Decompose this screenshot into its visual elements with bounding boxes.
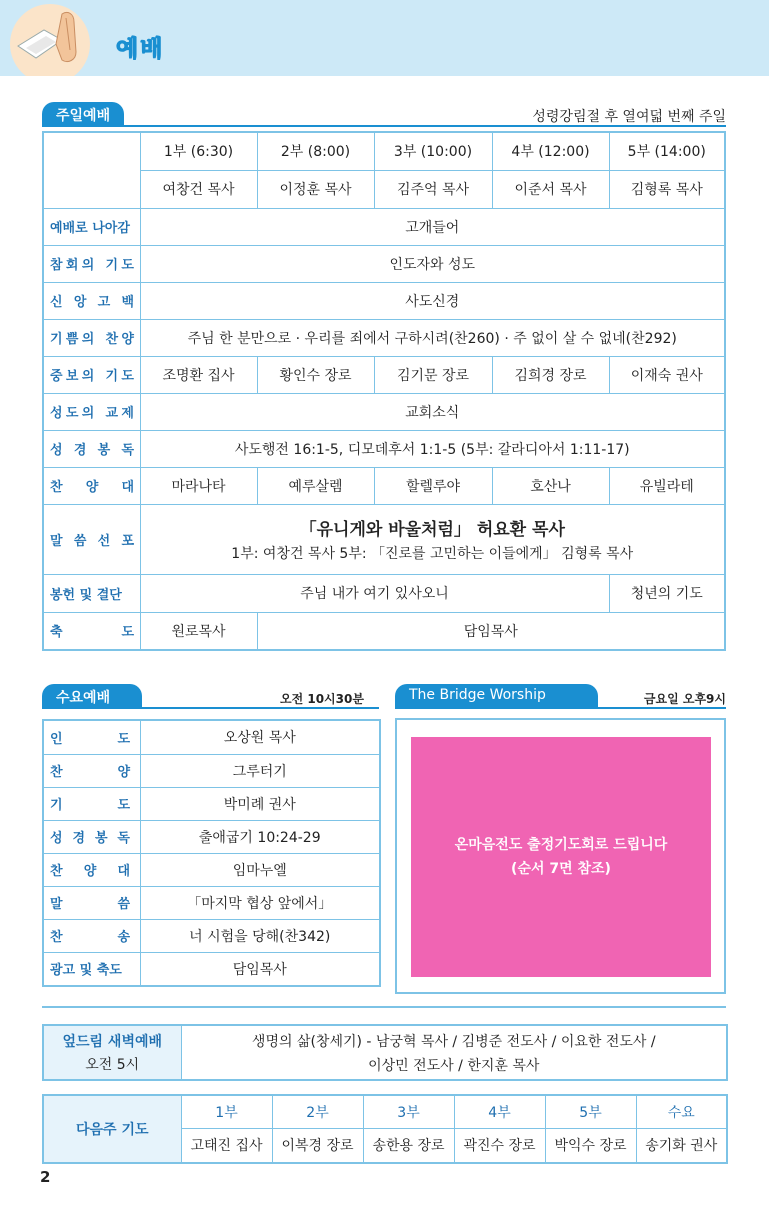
wed-label: 기 도 (43, 787, 140, 820)
service-time: 3부 (10:00) (374, 132, 492, 170)
wed-value: 「마지막 협상 앞에서」 (140, 886, 380, 919)
wed-value: 박미례 권사 (140, 787, 380, 820)
dawn-worship-table (42, 1024, 728, 1081)
bridge-notice (411, 737, 711, 977)
bridge-tab-line (395, 707, 726, 709)
next-week-name: 이복경 장로 (272, 1128, 363, 1163)
bridge-notice-line1: 온마음전도 출정기도회로 드립니다 (454, 837, 668, 853)
fellowship-label: 성 도 의 교 제 (43, 393, 140, 430)
wed-value: 너 시험을 당해(찬342) (140, 919, 380, 952)
wednesday-worship-tab: 수요예배 (42, 684, 142, 708)
confession-label: 참 회 의 기 도 (43, 245, 140, 282)
choir-name: 예루살렘 (257, 467, 374, 504)
bridge-notice-line2: (순서 7면 참조) (511, 861, 611, 877)
intercession-person: 김기문 장로 (374, 356, 492, 393)
sermon-cell (140, 504, 725, 574)
dawn-line1: 생명의 삶(창세기) - 남궁혁 목사 / 김병준 전도사 / 이요한 전도사 / (251, 1033, 656, 1050)
approach-label: 예배로 나아감 (43, 208, 140, 245)
fellowship-value: 교회소식 (140, 393, 725, 430)
service-time: 4부 (12:00) (492, 132, 609, 170)
wed-value: 담임목사 (140, 952, 380, 986)
sermon-title: 「유니게와 바울처럼」 허요환 목사 (299, 520, 565, 540)
intercession-person: 황인수 장로 (257, 356, 374, 393)
offering-label: 봉헌 및 결단 (43, 574, 140, 612)
benediction-value-2: 담임목사 (257, 612, 725, 650)
wed-value: 임마누엘 (140, 853, 380, 886)
wed-label: 인 도 (43, 720, 140, 754)
offering-value: 주님 내가 여기 있사오니 (140, 574, 609, 612)
choir-name: 유빌라테 (609, 467, 725, 504)
sermon-subtitle: 1부: 여창건 목사 5부: 「진로를 고민하는 이들에게」 김형록 목사 (231, 546, 634, 562)
bridge-time: 금요일 오후9시 (643, 692, 726, 706)
intercession-person: 조명환 집사 (140, 356, 257, 393)
wednesday-order-table (42, 719, 381, 987)
page-title: 예배 (116, 36, 165, 62)
hymn-label: 기 쁨 의 찬 양 (43, 319, 140, 356)
bridge-box (395, 718, 726, 994)
intercession-person: 이재숙 권사 (609, 356, 725, 393)
wed-value: 출애굽기 10:24-29 (140, 820, 380, 853)
service-pastor: 김주억 목사 (374, 170, 492, 208)
service-pastor: 이준서 목사 (492, 170, 609, 208)
choir-label: 찬 양 대 (43, 467, 140, 504)
next-week-header: 3부 (363, 1095, 454, 1128)
wed-label: 찬 송 (43, 919, 140, 952)
benediction-label: 축 도 (43, 612, 140, 650)
service-pastor: 여창건 목사 (140, 170, 257, 208)
next-week-name: 송기화 권사 (636, 1128, 727, 1163)
reading-label: 성 경 봉 독 (43, 430, 140, 467)
next-week-header: 2부 (272, 1095, 363, 1128)
reading-value: 사도행전 16:1-5, 디모데후서 1:1-5 (5부: 갈라디아서 1:11-17) (140, 430, 725, 467)
next-week-name: 박익수 장로 (545, 1128, 636, 1163)
wed-label: 성 경 봉 독 (43, 820, 140, 853)
dawn-content (181, 1025, 727, 1080)
wed-label: 광고 및 축도 (43, 952, 140, 986)
wed-label: 말 씀 (43, 886, 140, 919)
wed-label: 찬 양 (43, 754, 140, 787)
next-week-name: 고태진 집사 (181, 1128, 272, 1163)
next-week-header: 4부 (454, 1095, 545, 1128)
choir-name: 호산나 (492, 467, 609, 504)
approach-value: 고개들어 (140, 208, 725, 245)
next-week-header: 수요 (636, 1095, 727, 1128)
hymn-value: 주님 한 분만으로 · 우리를 죄에서 구하시려(찬260) · 주 없이 살 수 없네(찬292) (140, 319, 725, 356)
next-week-label: 다음주 기도 (43, 1095, 181, 1163)
wednesday-tab-line (42, 707, 379, 709)
service-time: 5부 (14:00) (609, 132, 725, 170)
intercession-person: 김희경 장로 (492, 356, 609, 393)
intercession-label: 중 보 의 기 도 (43, 356, 140, 393)
bridge-worship-tab: The Bridge Worship (395, 684, 598, 708)
next-week-name: 곽진수 장로 (454, 1128, 545, 1163)
dawn-label: 엎드림 새벽예배 (62, 1034, 163, 1050)
next-week-header: 1부 (181, 1095, 272, 1128)
next-week-prayer-table (42, 1094, 728, 1164)
dawn-time: 오전 5시 (85, 1057, 140, 1073)
wednesday-time: 오전 10시30분 (280, 692, 364, 706)
wed-value: 그루터기 (140, 754, 380, 787)
sunday-order-table (42, 131, 726, 651)
service-pastor: 김형록 목사 (609, 170, 725, 208)
service-pastor: 이정훈 목사 (257, 170, 374, 208)
sunday-worship-tab: 주일예배 (42, 102, 124, 126)
choir-name: 할렐루야 (374, 467, 492, 504)
section-divider (42, 1006, 726, 1008)
benediction-value-1: 원로목사 (140, 612, 257, 650)
wed-value: 오상원 목사 (140, 720, 380, 754)
blank-corner-cell (43, 132, 140, 208)
dawn-label-cell (43, 1025, 181, 1080)
dawn-line2: 이상민 전도사 / 한지훈 목사 (368, 1057, 540, 1074)
next-week-name: 송한용 장로 (363, 1128, 454, 1163)
offering-value-2: 청년의 기도 (609, 574, 725, 612)
sermon-label: 말 씀 선 포 (43, 504, 140, 574)
wed-label: 찬 양 대 (43, 853, 140, 886)
next-week-header: 5부 (545, 1095, 636, 1128)
confession-value: 인도자와 성도 (140, 245, 725, 282)
praying-hands-bible-icon (4, 0, 102, 76)
page-number: 2 (40, 1168, 51, 1186)
choir-name: 마라나타 (140, 467, 257, 504)
service-time: 2부 (8:00) (257, 132, 374, 170)
sunday-subtitle: 성령강림절 후 열여덟 번째 주일 (532, 109, 726, 125)
page-header (0, 0, 769, 76)
service-time: 1부 (6:30) (140, 132, 257, 170)
creed-label: 신 앙 고 백 (43, 282, 140, 319)
creed-value: 사도신경 (140, 282, 725, 319)
